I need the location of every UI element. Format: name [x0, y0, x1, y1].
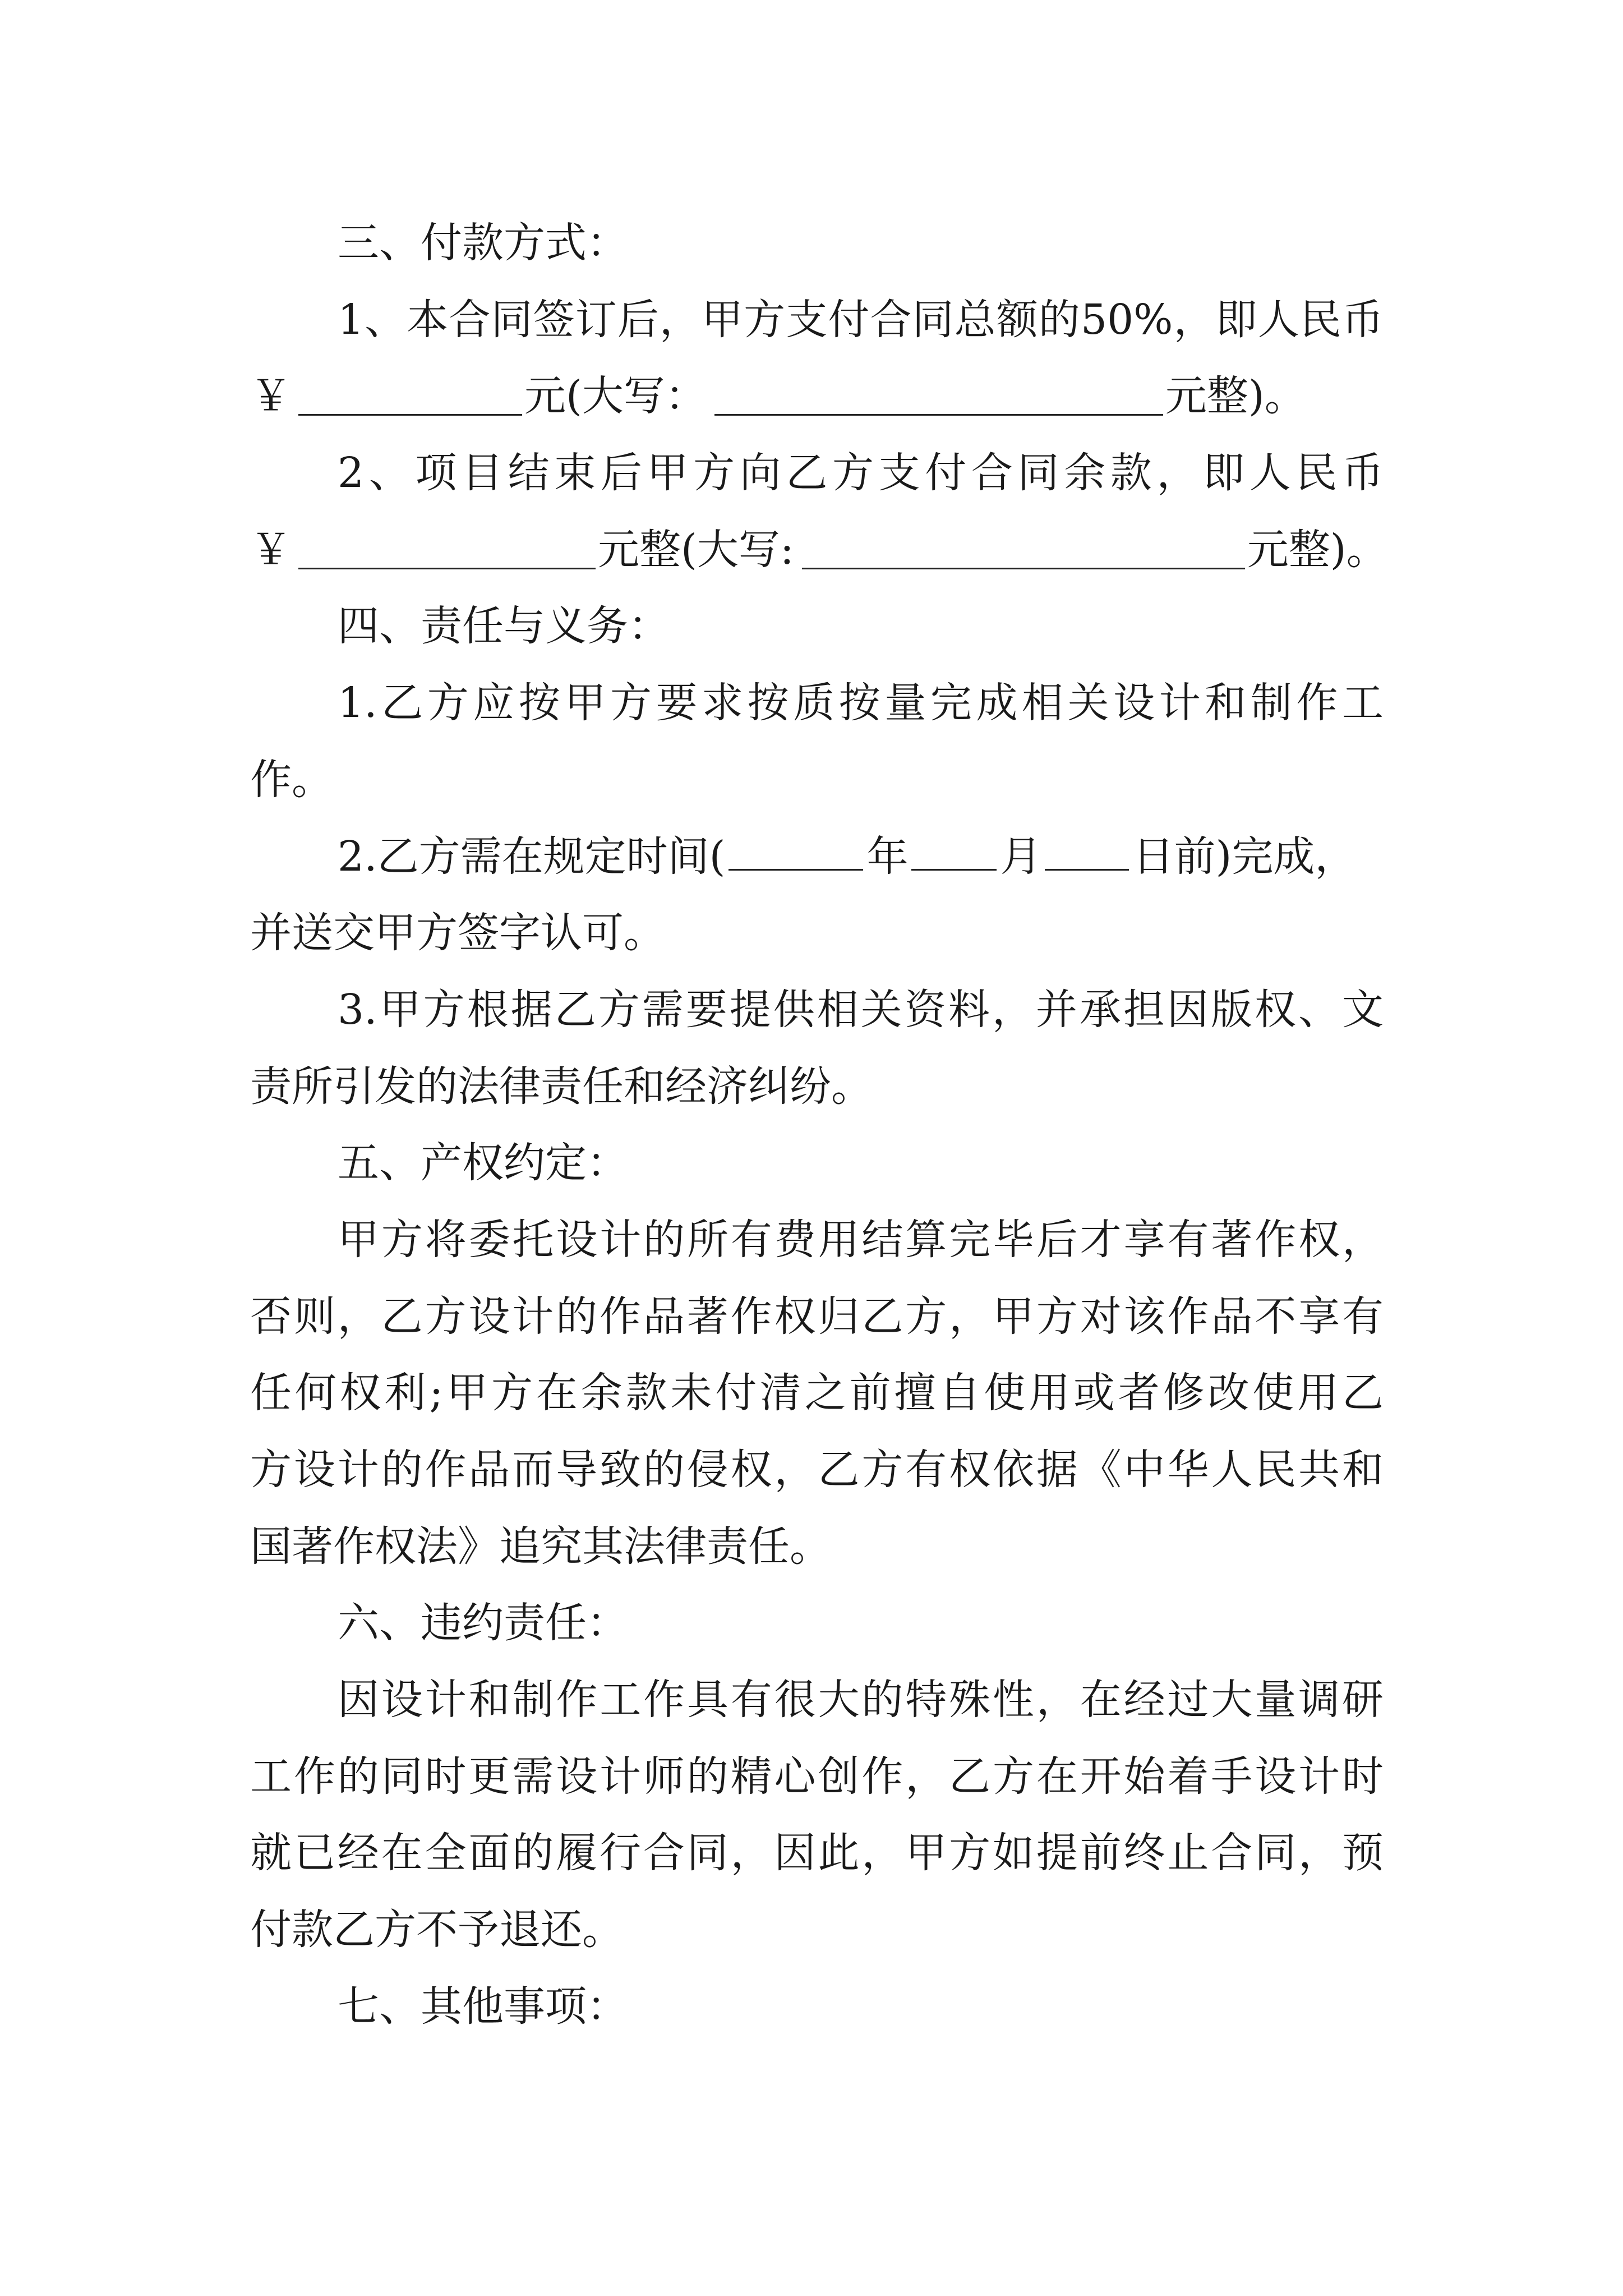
currency-symbol: ￥ [250, 525, 292, 574]
amount-words-blank [802, 545, 1245, 569]
section-heading-property: 五、产权约定： [338, 1139, 628, 1188]
payment-amount-line-1 [250, 358, 1384, 435]
amount-end-label: 元整)。 [1165, 372, 1306, 421]
paragraph-line: 责所引发的法律责任和经济纠纷。 [250, 1062, 873, 1111]
payment-amount-line-2 [250, 512, 1388, 588]
amount-blank [298, 392, 522, 416]
currency-symbol: ￥ [250, 372, 292, 421]
deadline-line [250, 818, 1384, 895]
amount-words-label: 元整(大写: [598, 525, 794, 574]
day-blank [1045, 846, 1129, 871]
paragraph-line: 国著作权法》追究其法律责任。 [250, 1522, 831, 1571]
year-blank [728, 846, 863, 871]
amount-words-label: 元(大写： [524, 372, 707, 421]
section-heading-other: 七、其他事项： [338, 1982, 628, 2031]
month-blank [911, 846, 997, 871]
paragraph-line: 因设计和制作工作具有很大的特殊性，在经过大量调研 [338, 1676, 1384, 1724]
amount-blank [298, 545, 596, 569]
paragraph-line: 工作的同时更需设计师的精心创作，乙方在开始着手设计时 [250, 1752, 1384, 1801]
paragraph-line: 2、项目结束后甲方向乙方支付合同余款，即人民币 [338, 449, 1384, 498]
paragraph-line: 甲方将委托设计的所有费用结算完毕后才享有著作权， [338, 1215, 1384, 1264]
amount-end-label: 元整)。 [1247, 525, 1388, 574]
paragraph-line: 付款乙方不予退还。 [250, 1906, 624, 1954]
section-heading-duties: 四、责任与义务： [338, 602, 670, 651]
paragraph-line: 任何权利;甲方在余款未付清之前擅自使用或者修改使用乙 [250, 1369, 1384, 1418]
paragraph-line: 并送交甲方签字认可。 [250, 909, 665, 958]
section-heading-payment: 三、付款方式： [338, 219, 628, 267]
paragraph-line: 1.乙方应按甲方要求按质按量完成相关设计和制作工 [338, 679, 1384, 728]
document-body [250, 205, 1388, 2045]
month-label: 月 [1000, 832, 1042, 881]
paragraph-line: 作。 [250, 755, 333, 804]
paragraph-line: 否则，乙方设计的作品著作权归乙方，甲方对该作品不享有 [250, 1292, 1384, 1341]
deadline-prefix: 2.乙方需在规定时间( [338, 832, 726, 881]
paragraph-line: 方设计的作品而导致的侵权，乙方有权依据《中华人民共和 [250, 1446, 1384, 1494]
deadline-suffix: 日前)完成， [1132, 832, 1357, 881]
paragraph-line: 1、本合同签订后，甲方支付合同总额的50%，即人民币 [338, 295, 1384, 344]
amount-words-blank [714, 392, 1163, 416]
paragraph-line: 3.甲方根据乙方需要提供相关资料，并承担因版权、文 [338, 985, 1384, 1034]
section-heading-breach: 六、违约责任： [338, 1599, 628, 1648]
year-label: 年 [866, 832, 909, 881]
paragraph-line: 就已经在全面的履行合同，因此，甲方如提前终止合同，预 [250, 1829, 1384, 1878]
